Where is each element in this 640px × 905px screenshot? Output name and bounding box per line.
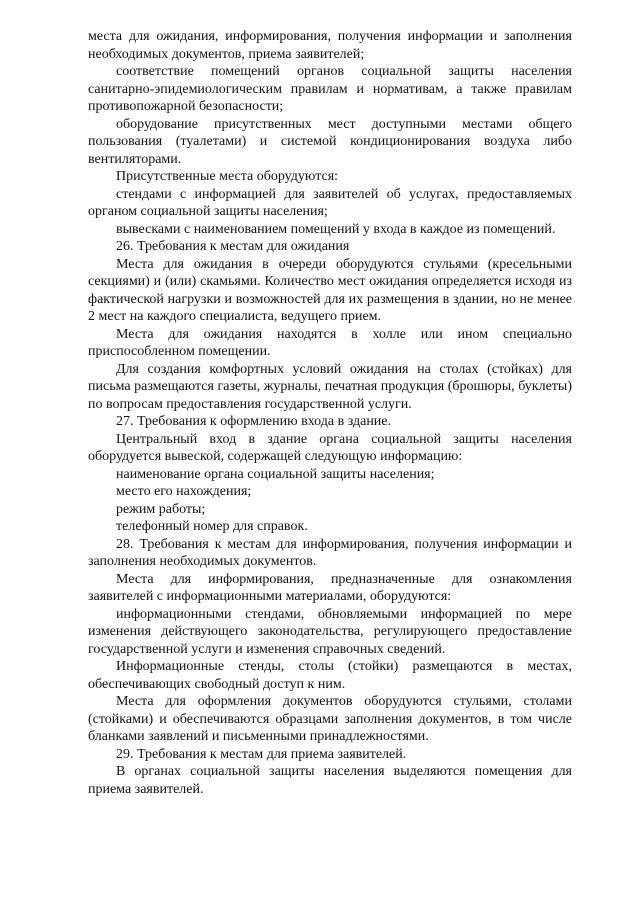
paragraph-document-places: Места для оформления документов оборудуются стульями, столами (стойками) и обеспечиваются образцами заполнения документов, в том числе бланками заявлений и письменными принадлежностями. [88,694,572,744]
paragraph-free-access: Информационные стенды, столы (стойки) размещаются в местах, обеспечивающих свободный доступ к ним. [88,659,572,692]
paragraph-continuation: места для ожидания, информирования, получения информации и заполнения необходимых документов, приема заявителей; [88,29,572,62]
section-heading-29: 29. Требования к местам для приема заявителей. [116,746,407,762]
paragraph-sanitary-rules: соответствие помещений органов социальной защиты населения санитарно-эпидемиологическим правилам и нормативам, а также правилам противопожарной безопасности; [88,64,572,114]
list-item-stands: стендами с информацией для заявителей об услугах, предоставляемых органом социальной защиты населения; [88,186,572,219]
paragraph-presence-places: Присутственные места оборудуются: [116,169,339,184]
paragraph-comfort: Для создания комфортных условий ожидания на столах (стойках) для письма размещаются газеты, журналы, печатная продукция (брошюры, буклеты) по вопросам предоставления государственной услуги. [88,361,572,412]
paragraph-waiting-hall: Места для ожидания находятся в холле или ином специально приспособленном помещении. [88,326,572,359]
section-heading-28: 28. Требования к местам для информирования, получения информации и заполнения необходимых документов. [88,536,572,569]
list-item-location: место его нахождения; [116,484,252,499]
paragraph-equipment: оборудование присутственных мест доступными местами общего пользования (туалетами) и системой кондиционирования воздуха либо вентиляторами. [88,116,572,167]
list-item-signs: вывесками с наименованием помещений у входа в каждое из помещений. [116,221,556,237]
section-heading-27: 27. Требования к оформлению входа в здание. [116,414,392,429]
document-page [88,28,572,798]
paragraph-reception-rooms: В органах социальной защиты населения выделяются помещения для приема заявителей. [88,764,572,797]
list-item-authority-name: наименование органа социальной защиты населения; [116,466,435,482]
paragraph-entrance-sign: Центральный вход в здание органа социальной защиты населения оборудуется вывеской, содержащей следующую информацию: [88,431,572,464]
paragraph-info-places: Места для информирования, предназначенные для ознакомления заявителей с информационными материалами, оборудуются: [88,571,572,604]
list-item-phone: телефонный номер для справок. [116,519,308,534]
paragraph-waiting-seats: Места для ожидания в очереди оборудуются стульями (кресельными секциями) и (или) скамьями. Количество мест ожидания определяется исходя из фактической нагрузки и возможностей для их размещения в здании, но не менее 2 мест на каждого специалиста, ведущего прием. [88,256,572,324]
section-heading-26: 26. Требования к местам для ожидания [116,239,350,254]
list-item-info-stands: информационными стендами, обновляемыми информацией по мере изменения действующего законодательства, регулирующего предоставление государственной услуги и изменения справочных сведений. [88,606,572,657]
list-item-hours: режим работы; [116,501,206,517]
